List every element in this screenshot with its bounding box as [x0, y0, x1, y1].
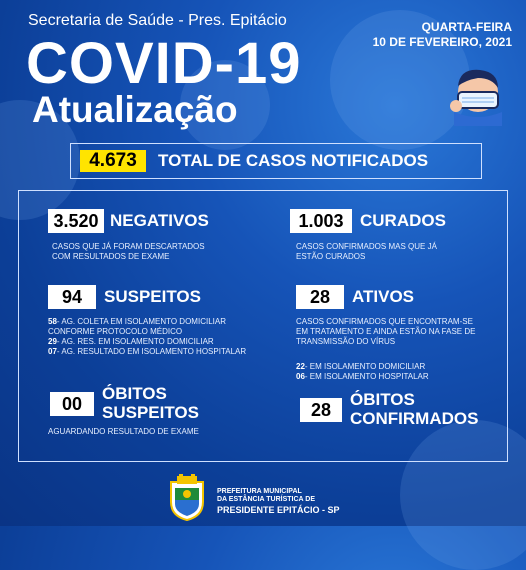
obitos-suspeitos-value: 00 [50, 392, 94, 416]
ativos-desc-1: CASOS CONFIRMADOS QUE ENCONTRAM-SE [296, 317, 473, 326]
list-item: 22- EM ISOLAMENTO DOMICILIAR [296, 362, 426, 371]
total-label: TOTAL DE CASOS NOTIFICADOS [158, 151, 429, 170]
obitos-confirmados-value: 28 [300, 398, 342, 422]
curados-label: CURADOS [360, 211, 446, 230]
page-subtitle: Atualização [32, 89, 238, 130]
list-item: CONFORME PROTOCOLO MÉDICO [48, 327, 183, 336]
negativos-desc [52, 242, 205, 262]
ativos-desc [296, 317, 475, 347]
obitos-confirmados-label: ÓBITOS CONFIRMADOS [350, 390, 479, 428]
footer-logo [163, 472, 373, 522]
list-item: 29- AG. RES. EM ISOLAMENTO DOMICILIAR [48, 337, 214, 346]
list-item: 06- EM ISOLAMENTO HOSPITALAR [296, 372, 429, 381]
curados-desc-1: CASOS CONFIRMADOS MAS QUE JÁ [296, 242, 437, 251]
suspeitos-label: SUSPEITOS [104, 287, 201, 306]
org-name: Secretaria de Saúde - Pres. Epitácio [28, 12, 287, 29]
total-value: 4.673 [80, 150, 146, 172]
footer-city: PRESIDENTE EPITÁCIO - SP [217, 505, 340, 515]
ativos-value: 28 [296, 285, 344, 309]
suspeitos-list [48, 317, 246, 357]
date: 10 DE FEVEREIRO, 2021 [372, 35, 512, 49]
negativos-desc-2: COM RESULTADOS DE EXAME [52, 252, 170, 261]
ativos-list [296, 362, 429, 382]
ativos-desc-2: EM TRATAMENTO E AINDA ESTÃO NA FASE DE [296, 327, 476, 336]
ativos-desc-3: TRANSMISSÃO DO VÍRUS [296, 337, 396, 346]
curados-value: 1.003 [290, 209, 352, 233]
date-block [373, 20, 512, 50]
weekday: QUARTA-FEIRA [421, 20, 512, 34]
suspeitos-value: 94 [48, 285, 96, 309]
city-crest-icon [163, 474, 211, 522]
curados-desc-2: ESTÃO CURADOS [296, 252, 366, 261]
page-title: COVID-19 [26, 31, 302, 96]
footer-org: PREFEITURA MUNICIPAL DA ESTÂNCIA TURÍSTICA DE [217, 488, 315, 503]
ativos-label: ATIVOS [352, 287, 415, 306]
obitos-suspeitos-label: ÓBITOS SUSPEITOS [102, 384, 199, 422]
list-item: 07- AG. RESULTADO EM ISOLAMENTO HOSPITALAR [48, 347, 247, 356]
negativos-desc-1: CASOS QUE JÁ FORAM DESCARTADOS [52, 242, 205, 251]
obitos-suspeitos-desc: AGUARDANDO RESULTADO DE EXAME [48, 427, 199, 436]
negativos-label: NEGATIVOS [110, 211, 209, 230]
negativos-value: 3.520 [48, 209, 104, 233]
masked-person-icon [444, 62, 508, 126]
curados-desc [296, 242, 437, 262]
list-item: 58- AG. COLETA EM ISOLAMENTO DOMICILIAR [48, 317, 226, 326]
